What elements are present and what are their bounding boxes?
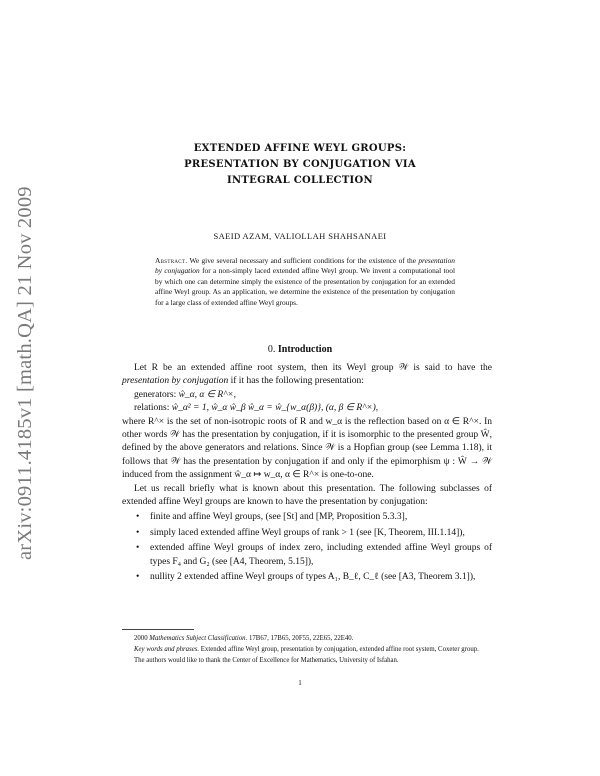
list-item xyxy=(122,542,492,569)
generators-line xyxy=(122,389,492,402)
intro-p1-text-b: if it has the following presentation: xyxy=(230,376,364,387)
list-item xyxy=(122,571,492,584)
title-line-3: INTEGRAL COLLECTION xyxy=(227,175,373,186)
relations-line xyxy=(122,402,492,415)
list-item xyxy=(122,527,492,540)
list-item-text: nullity 2 extended affine Weyl groups of types A₁, B_ℓ, C_ℓ (see [A3, Theorem 3.1]), xyxy=(150,572,476,583)
relations-label: relations: xyxy=(134,403,170,414)
abstract-label: Abstract. xyxy=(155,256,188,265)
section-heading xyxy=(100,344,500,355)
list-item-text: extended affine Weyl groups of index zero, including extended affine Weyl groups of types F₄ and G₂ (see [A4, Theorem, 5.15]), xyxy=(150,543,492,567)
intro-paragraph-2: where R^× is the set of non-isotropic roots of R and w_α is the reflection based on α ∈ R^×. In other words 𝒲 has the presentation by conjugation, if it is isomorphic to the presented group Ŵ, defined by the above generators and relations. Since 𝒲 is a Hopfian group (see Lemma 1.18), it follows that 𝒲 has the presentation by conjugation if and only if the epimorphism ψ : Ŵ → 𝒲 induced from the assignment ŵ_α ↦ w_α, α ∈ R^× is one-to-one. xyxy=(122,416,492,481)
footnote-keywords xyxy=(122,645,492,654)
footnote-msc xyxy=(122,634,492,643)
keywords-label: Key words and phrases. xyxy=(134,646,200,654)
intro-p1-text-a: Let R be an extended affine root system, then its Weyl group 𝒲 is said to have the xyxy=(134,363,492,373)
section-number: 0. xyxy=(267,344,276,355)
footnotes xyxy=(122,634,492,668)
section-title: Introduction xyxy=(277,344,333,355)
title-line-1: EXTENDED AFFINE WEYL GROUPS: xyxy=(193,143,407,154)
msc-label: Mathematics Subject Classification. xyxy=(149,635,248,642)
abstract xyxy=(155,256,455,308)
bullet-icon: • xyxy=(136,512,140,523)
msc-year: 2000 xyxy=(134,635,148,642)
footnote-thanks: The authors would like to thank the Center of Excellence for Mathematics, University of Isfahan. xyxy=(134,657,399,665)
known-results-list xyxy=(122,511,492,584)
list-item-text: finite and affine Weyl groups, (see [St] and [MP, Proposition 5.3.3], xyxy=(150,512,408,523)
intro-paragraph-1 xyxy=(122,362,492,389)
list-item xyxy=(122,511,492,524)
intro-paragraph-3: Let us recall briefly what is known about this presentation. The following subclasses of extended affine Weyl groups are known to have the presentation by conjugation: xyxy=(122,483,492,508)
footnote-divider xyxy=(122,629,194,630)
bullet-icon: • xyxy=(136,543,140,554)
bullet-icon: • xyxy=(136,527,140,538)
arxiv-sidebar-stamp: arXiv:0911.4185v1 [math.QA] 21 Nov 2009 xyxy=(14,186,36,560)
relations-math: ŵ_α² = 1, ŵ_α ŵ_β ŵ_α = ŵ_{w_α(β)}, (α, β ∈ R^×), xyxy=(171,403,379,414)
keywords-text: Extended affine Weyl group, presentation by conjugation, extended affine root system, Coxeter group. xyxy=(200,646,479,654)
paper-title xyxy=(100,141,500,189)
generators-math: ŵ_α, α ∈ R^×, xyxy=(178,389,237,400)
title-line-2: PRESENTATION BY CONJUGATION VIA xyxy=(184,159,416,170)
abstract-emphasis: presentation by conjugation xyxy=(155,256,455,276)
generators-label: generators: xyxy=(134,389,177,400)
bullet-icon: • xyxy=(136,572,140,583)
abstract-text-b: for a non-simply laced extended affine Weyl group. We invent a computational tool by which one can determine simply the existence of the presentation by conjugation for an extended affine Weyl group. As an application, we determine the existence of the presentation by conjugation for a large class of extended affine Weyl groups. xyxy=(155,266,455,307)
abstract-text-a: We give several necessary and sufficient conditions for the existence of the xyxy=(189,256,417,265)
paper-authors: SAEID AZAM, VALIOLLAH SHAHSANAEI xyxy=(213,231,387,241)
page-number: 1 xyxy=(298,679,302,687)
msc-codes: 17B67, 17B65, 20F55, 22E65, 22E40. xyxy=(248,635,354,642)
introduction-body xyxy=(122,362,492,585)
list-item-text: simply laced extended affine Weyl groups of rank > 1 (see [K, Theorem, III.1.14]), xyxy=(150,527,465,538)
intro-p1-emphasis: presentation by conjugation xyxy=(122,376,229,387)
